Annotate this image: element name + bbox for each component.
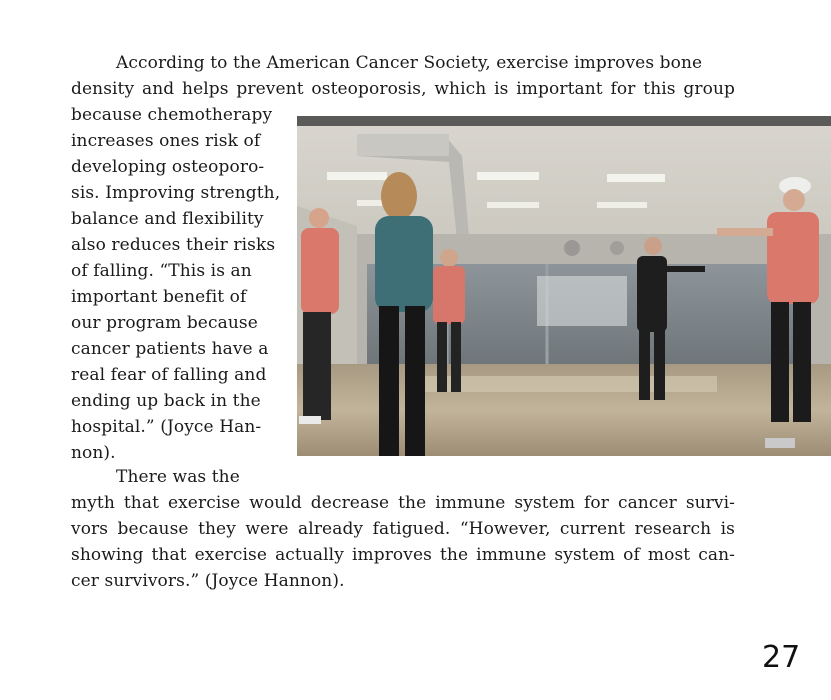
page-number: 27 (762, 640, 801, 675)
body-line: also reduces their risks (71, 235, 276, 255)
body-line: developing osteoporo- (71, 157, 265, 177)
body-line: cer survivors.” (Joyce Hannon). (71, 571, 345, 591)
body-line: increases ones risk of (71, 131, 261, 151)
body-line: of falling. “This is an (71, 261, 252, 281)
body-line: vors because they were already fatigued. “However, current research is (71, 519, 735, 539)
body-line: important benefit of (71, 287, 247, 307)
body-line: because chemotherapy (71, 105, 273, 125)
body-line: real fear of falling and (71, 365, 267, 385)
exercise-class-photo (297, 116, 831, 456)
body-line: myth that exercise would decrease the immune system for cancer survi- (71, 493, 735, 513)
body-line: There was the (116, 467, 240, 487)
body-line: showing that exercise actually improves the immune system of most can- (71, 545, 735, 565)
body-line: sis. Improving strength, (71, 183, 281, 203)
body-line: cancer patients have a (71, 339, 269, 359)
body-line: density and helps prevent osteoporosis, which is important for this group (71, 79, 735, 99)
body-line: ending up back in the (71, 391, 261, 411)
body-line: non). (71, 443, 116, 463)
body-line: balance and flexibility (71, 209, 264, 229)
body-line: our program because (71, 313, 258, 333)
body-line: hospital.” (Joyce Han- (71, 417, 262, 437)
body-line: According to the American Cancer Society, exercise improves bone (116, 53, 703, 73)
